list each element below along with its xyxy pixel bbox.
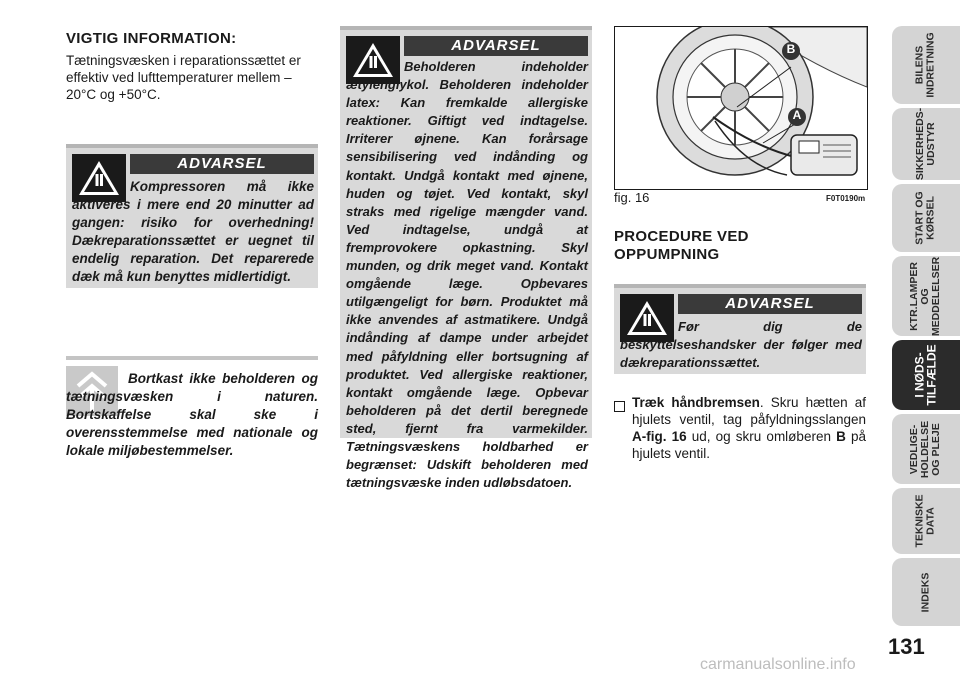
warning-label: ADVARSEL	[678, 294, 862, 314]
step-text-1: . Skru hætten af hjulets ventil, tag påfyldningsslangen	[632, 395, 866, 427]
step-bold: Træk håndbremsen	[632, 395, 760, 410]
tab-indeks[interactable]: INDEKS	[892, 558, 960, 626]
env-divider	[66, 356, 318, 360]
step-ref-a: A-	[632, 429, 647, 444]
page-number: 131	[888, 634, 925, 659]
info-paragraph: Tætningsvæsken i reparationssættet er effektiv ved lufttemperaturer mellem –20°C og +50°C.	[66, 53, 301, 102]
step-ref-b: B	[836, 429, 846, 444]
warning-label: ADVARSEL	[404, 36, 588, 56]
figure-code: F0T0190m	[826, 194, 866, 203]
warning-text: Kompressoren må ikke aktiveres i mere end 20 minutter ad gangen: risiko for overhedning! Dækreparationssættet er uegnet til endelig reparation. Det reparerede dæk må kun benyttes midlertidigt.	[72, 179, 314, 284]
procedure-step	[614, 394, 866, 462]
tab-bilens-indretning[interactable]: BILENS INDRETNING	[892, 26, 960, 104]
tab-vedligeholdelse[interactable]: VEDLIGE- HOLDELSE OG PLEJE	[892, 414, 960, 484]
figure-16	[614, 26, 868, 190]
tire-compressor-illustration	[615, 27, 867, 189]
warning-box-chemical	[340, 26, 592, 491]
figure-label-a: A	[792, 108, 802, 122]
tab-i-nodstilfaelde[interactable]: I NØDS- TILFÆLDE	[892, 340, 960, 410]
tab-tekniske-data[interactable]: TEKNISKE DATA	[892, 488, 960, 554]
section-heading: VIGTIG INFORMATION:	[66, 30, 237, 47]
figure-label-b: B	[786, 42, 796, 56]
warning-box-gloves	[614, 284, 866, 374]
warning-box-compressor	[66, 144, 318, 288]
figure-caption: fig. 16	[614, 190, 650, 205]
checkbox-bullet	[614, 397, 625, 414]
procedure-heading-line1: PROCEDURE VED	[614, 228, 749, 245]
warning-label: ADVARSEL	[130, 154, 314, 174]
warning-text: Beholderen indeholder ætylenglykol. Beholderen indeholder latex: Kan fremkalde allergiske reaktioner. Giftigt ved indtagelse. Irriterer øjnene. Kan forårsage sensibilisering ved indånding og kontakt. Undgå kontakt med øjnene, huden og tøjet. Ved kontakt, skyl straks med rigelige mængder vand. Ved indtagelse, undgå at fremprovokere opkastning. Skyl munden, og drik meget vand. Kontakt omgående læge. Opbevares utilgængeligt for børn. Produktet må ikke anvendes af astmatikere. Undgå indånding af dampe under arbejdet med påfyldning eller bortsugning af produktet. Ved allergiske reaktioner, kontakt omgående læge. Opbevar beholderen på det dertil beregnede sted, fjernt fra varmekilder. Tætningsvæskens holdbarhed er begrænset: Udskift beholderen med tætningsvæske inden udløbsdatoen.	[346, 59, 588, 491]
tab-sikkerhedsudstyr[interactable]: SIKKERHEDS- UDSTYR	[892, 108, 960, 180]
step-ref-fig: fig. 16	[646, 429, 687, 444]
tab-start-og-korsel[interactable]: START OG KØRSEL	[892, 184, 960, 252]
tab-ktr-lamper[interactable]: KTR.LAMPER OG MEDDELELSER	[892, 256, 960, 336]
env-note: Bortkast ikke beholderen og tætningsvæsken i naturen. Bortskaffelse skal ske i overensstemmelse med nationale og lokale miljøbestemmelser.	[66, 371, 318, 458]
step-text-3: på hjulets ventil.	[632, 429, 866, 461]
step-text-2: ud, og skru omløberen	[686, 429, 837, 444]
warning-text: Før dig de beskyttelseshandsker der følger med dækreparationssættet.	[620, 319, 862, 370]
procedure-heading-line2: OPPUMPNING	[614, 246, 720, 263]
watermark: carmanualsonline.info	[700, 656, 856, 673]
